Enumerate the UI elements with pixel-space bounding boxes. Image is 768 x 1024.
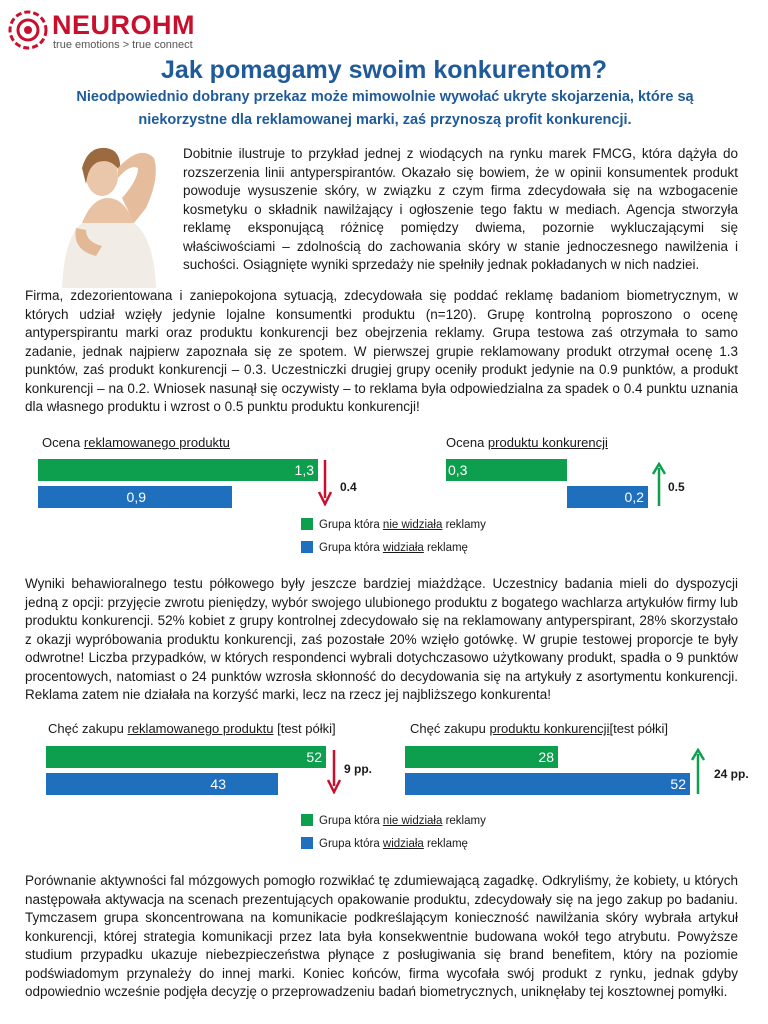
chart2-bar-test-label: 0,2	[624, 489, 644, 505]
chart1-delta: 0.4	[340, 480, 357, 494]
chart4-bar-control-label: 28	[538, 749, 554, 765]
chart4-bar-test	[405, 773, 690, 795]
chart4-up-arrow-icon	[690, 748, 706, 796]
page-title: Jak pomagamy swoim konkurentom?	[161, 56, 607, 84]
shelf-test-paragraph: Wyniki behawioralnego testu półkowego były jeszcze bardziej miażdżące. Uczestnicy badania mieli do dyspozycji jedną z opcji: przyjęcie zwrotu pieniędzy, wybór swojego ulubionego produktu z bogatego wachlarza artykułów firmy lub produktu konkurencji. 52% kobiet z grupy kontrolnej zdecydowało się na reklamowany antyperspirant, 28% skorzystało z okazji wypróbowania produktu konkurencji, zaś pozostałe 20% wzięło gotówkę. W grupie testowej proporcje te były odwrotne! Liczba przypadków, w których respondenci wybrali dotychczasowo użytkowany produkt, spadła o 9 punktów procentowych, natomiast o 24 punktów wzrosła skłonność do decydowania się na artykuły z asortymentu konkurencji. Reklama zatem nie działała na korzyść marki, lecz na rzecz jej najbliższego konkurenta!	[25, 576, 738, 702]
chart3-title: Chęć zakupu reklamowanego produktu [test półki]	[48, 721, 336, 736]
chart2-delta: 0.5	[668, 480, 685, 494]
chart1-bar-control	[38, 459, 318, 481]
chart4-delta: 24 pp.	[714, 767, 749, 781]
chart2-title-underlined: produktu konkurencji	[487, 435, 608, 450]
woman-photo	[42, 128, 174, 288]
chart3-down-arrow-icon	[326, 748, 342, 794]
chart3-bar-test-label: 43	[210, 776, 226, 792]
chart4-bar-control	[405, 746, 558, 768]
chart1-title-underlined: reklamowanego produktu	[83, 435, 230, 450]
chart2-bar-control	[446, 459, 567, 481]
chart4-bar-test-label: 52	[670, 776, 686, 792]
legend1-test: Grupa która widziała reklamę	[301, 541, 468, 554]
page-subtitle: Nieodpowiednio dobrany przekaz może mimowolnie wywołać ukryte skojarzenia, które są niekorzystne dla reklamowanej marki, zaś przynoszą profit konkurencji.	[76, 89, 694, 128]
legend1-control: Grupa która nie widziała reklamy	[301, 518, 486, 531]
chart2-up-arrow-icon	[651, 462, 667, 508]
chart1-bar-test	[38, 486, 232, 508]
intro-paragraph: Dobitnie ilustruje to przykład jednej z wiodących na rynku marek FMCG, która dążyła do rozszerzenia linii antyperspirantów. Okazało się bowiem, że w opinii konsumentek produkt powoduje wysuszenie skóry, w związku z czym firma zdecydowała się na wzbogacenie kosmetyku o składnik nawilżający i ogłoszenie tego faktu w mediach. Agencja stworzyła reklamę eksponującą różnicę pomiędzy dwiema, pozornie wykluczającymi się właściwościami – zdolnością do zachowania skóry w stanie jednoczesnego nawilżenia i suchości. Osiągnięte wyniki sprzedaży nie spełniły jednak pokładanych w nich nadziei.	[183, 146, 738, 272]
chart1-down-arrow-icon	[317, 458, 333, 506]
chart4-title: Chęć zakupu produktu konkurencji[test półki]	[410, 721, 668, 736]
chart2-bar-test	[567, 486, 648, 508]
chart1-bar-control-label: 1,3	[294, 462, 314, 478]
legend2-blue-swatch	[301, 837, 313, 849]
brand-name: NEUROHM	[52, 10, 195, 40]
brand-tagline: true emotions > true connect	[53, 39, 193, 51]
conclusion-paragraph: Porównanie aktywności fal mózgowych pomogło rozwikłać tę zdumiewającą zagadkę. Odkryliśmy, że kobiety, u których następowała aktywacja na scenach prezentujących opakowanie produktu, zdecydowały się na jego zakup po badaniu. Tymczasem grupa skoncentrowana na komunikacie podkreślającym konieczność nawilżania skóry wybrała artykuł konkurencji, której strategia komunikacji przez lata była konsekwentnie budowana wokół tego atrybutu. Powyższe studium przypadku ukazuje niebezpieczeństwa płynące z posługiwania się brand benefitem, który na poziomie podświadomym przynależy do innej marki. Koniec końców, firma wycofała swój produkt z rynku, jednak gdyby odpowiednio wcześnie podjęła decyzję o przeprowadzeniu badań biometrycznych, uniknęłaby tej kosztownej pomyłki.	[25, 873, 738, 999]
legend1-green-swatch	[301, 518, 313, 530]
chart3-bar-control-label: 52	[306, 749, 322, 765]
legend2-test: Grupa która widziała reklamę	[301, 837, 468, 850]
legend1-blue-swatch	[301, 541, 313, 553]
chart1-bar-test-label: 0,9	[126, 489, 146, 505]
chart2-title: Ocena produktu konkurencji	[446, 435, 608, 450]
legend2-green-swatch	[301, 814, 313, 826]
chart1-title: Ocena reklamowanego produktu	[42, 435, 230, 450]
chart3-delta: 9 pp.	[344, 762, 373, 776]
legend2-control: Grupa która nie widziała reklamy	[301, 814, 486, 827]
study-paragraph: Firma, zdezorientowana i zaniepokojona sytuacją, zdecydowała się poddać reklamę badaniom biometrycznym, w których udział wzięły jedynie lojalne konsumentki produktu (n=120). Grupę kontrolną poproszono o ocenę antyperspirantu marki oraz produktu konkurencji bez obejrzenia reklamy. Grupa testowa zaś otrzymała to samo zadanie, jednak najpierw zapoznała się ze spotem. W pierwszej grupie reklamowany produkt otrzymał ocenę 1.3 punktów, zaś produkt konkurencji – 0.3. Uczestniczki drugiej grupy oceniły produkt jedynie na 0.9 punktów, a produkt konkurencji – na 0.2. Wniosek nasunął się oczywisty – to reklama była odpowiedzialna za spadek o 0.4 punktu uznania dla własnego produktu i wzrost o 0.5 punktu produktu konkurencji!	[25, 288, 738, 414]
chart4-title-underlined: produktu konkurencji	[489, 721, 610, 736]
chart3-bar-test	[46, 773, 278, 795]
chart3-bar-control	[46, 746, 326, 768]
chart3-title-underlined: reklamowanego produktu	[127, 721, 274, 736]
brain-logo-icon	[6, 8, 50, 52]
chart2-bar-control-label: 0,3	[448, 462, 468, 478]
